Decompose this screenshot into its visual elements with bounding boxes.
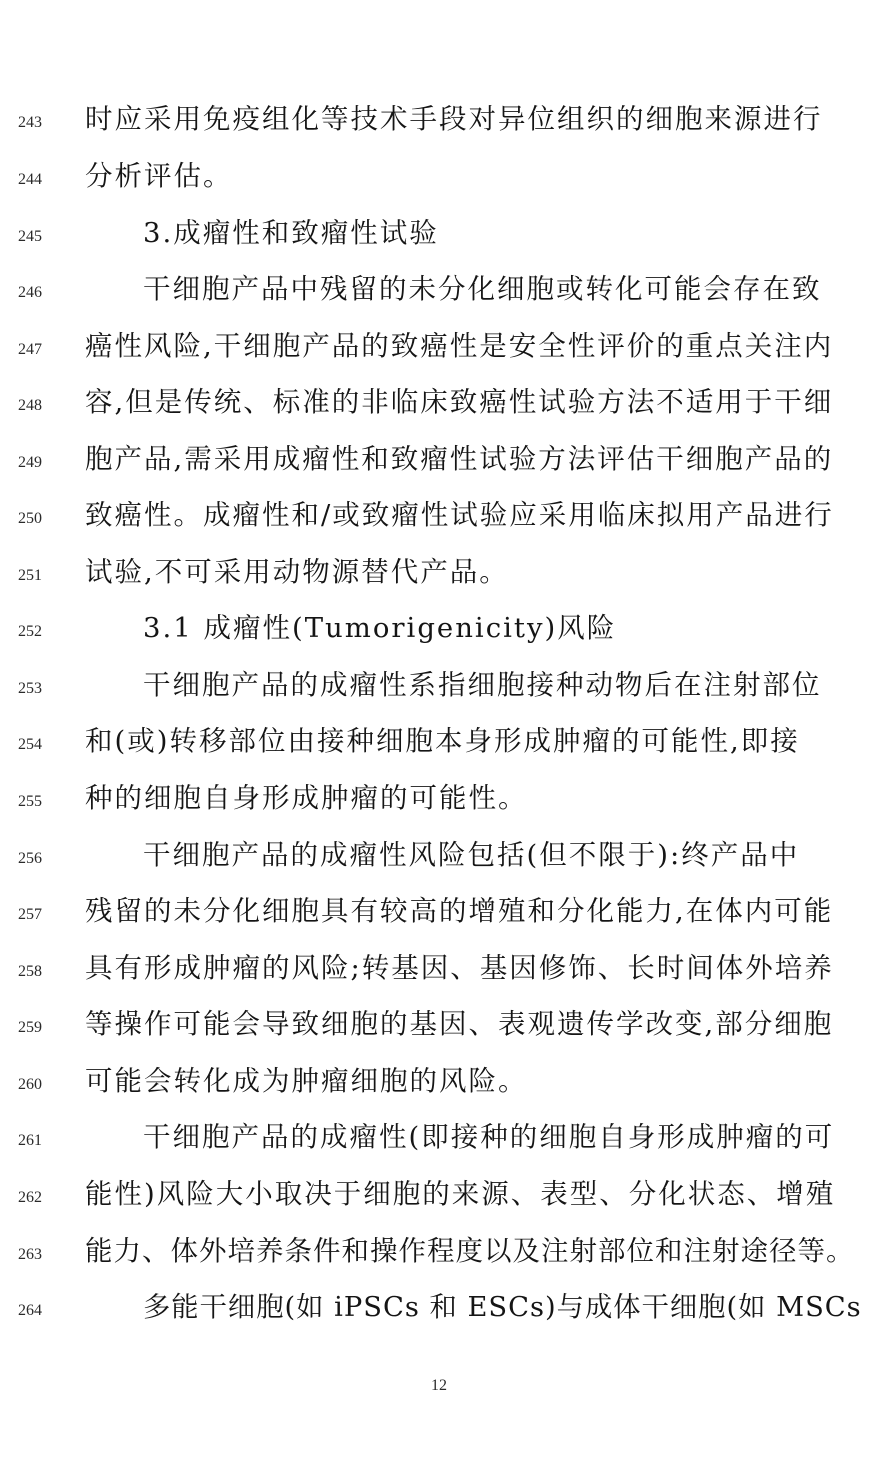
line-text: 残留的未分化细胞具有较高的增殖和分化能力,在体内可能 <box>85 895 834 927</box>
line-number: 245 <box>18 228 42 245</box>
line-text: 干细胞产品的成瘤性系指细胞接种动物后在注射部位 <box>143 669 822 701</box>
line-text: 致癌性。成瘤性和/或致瘤性试验应采用临床拟用产品进行 <box>85 499 834 531</box>
line-text: 容,但是传统、标准的非临床致癌性试验方法不适用于干细 <box>85 386 834 418</box>
section-heading-line <box>0 603 878 659</box>
line-text: 种的细胞自身形成肿瘤的可能性。 <box>85 782 528 814</box>
page-number: 12 <box>431 1377 447 1394</box>
line-text: 具有形成肿瘤的风险;转基因、基因修饰、长时间体外培养 <box>85 952 834 984</box>
line-text: 胞产品,需采用成瘤性和致瘤性试验方法评估干细胞产品的 <box>85 443 834 475</box>
line-number: 255 <box>18 793 42 810</box>
text-line <box>0 151 878 207</box>
line-number: 249 <box>18 454 42 471</box>
line-text: 时应采用免疫组化等技术手段对异位组织的细胞来源进行 <box>85 103 823 135</box>
line-number: 261 <box>18 1132 42 1149</box>
text-line <box>0 490 878 546</box>
text-line <box>0 773 878 829</box>
line-number: 253 <box>18 680 42 697</box>
text-line <box>0 1169 878 1225</box>
line-number: 260 <box>18 1076 42 1093</box>
line-text: 多能干细胞(如 iPSCs 和 ESCs)与成体干细胞(如 MSCs <box>143 1291 862 1323</box>
text-line <box>0 886 878 942</box>
line-number: 256 <box>18 850 42 867</box>
line-number: 264 <box>18 1302 42 1319</box>
text-line <box>0 264 878 320</box>
text-line <box>0 1112 878 1168</box>
text-line <box>0 660 878 716</box>
line-number: 250 <box>18 510 42 527</box>
text-line <box>0 1056 878 1112</box>
line-number: 243 <box>18 114 42 131</box>
line-number: 252 <box>18 623 42 640</box>
line-text: 干细胞产品中残留的未分化细胞或转化可能会存在致 <box>143 273 822 305</box>
line-number: 246 <box>18 284 42 301</box>
text-line <box>0 999 878 1055</box>
line-number: 259 <box>18 1019 42 1036</box>
text-line <box>0 321 878 377</box>
line-text: 和(或)转移部位由接种细胞本身形成肿瘤的可能性,即接 <box>85 725 800 757</box>
line-number: 244 <box>18 171 42 188</box>
line-text: 能力、体外培养条件和操作程度以及注射部位和注射途径等。 <box>85 1235 855 1267</box>
text-line <box>0 716 878 772</box>
text-line <box>0 830 878 886</box>
line-text: 可能会转化成为肿瘤细胞的风险。 <box>85 1065 528 1097</box>
line-text: 分析评估。 <box>85 160 233 192</box>
section-heading: 3.成瘤性和致瘤性试验 <box>143 217 439 249</box>
line-text: 能性)风险大小取决于细胞的来源、表型、分化状态、增殖 <box>85 1178 836 1210</box>
section-heading: 3.1 成瘤性(Tumorigenicity)风险 <box>143 612 617 644</box>
line-number: 254 <box>18 736 42 753</box>
line-number: 248 <box>18 397 42 414</box>
line-number: 257 <box>18 906 42 923</box>
text-line <box>0 94 878 150</box>
line-number: 258 <box>18 963 42 980</box>
line-text: 等操作可能会导致细胞的基因、表观遗传学改变,部分细胞 <box>85 1008 834 1040</box>
line-number: 247 <box>18 341 42 358</box>
text-line <box>0 943 878 999</box>
line-text: 试验,不可采用动物源替代产品。 <box>85 556 509 588</box>
line-text: 癌性风险,干细胞产品的致癌性是安全性评价的重点关注内 <box>85 330 834 362</box>
line-text: 干细胞产品的成瘤性风险包括(但不限于):终产品中 <box>143 839 800 871</box>
text-line <box>0 434 878 490</box>
line-number: 251 <box>18 567 42 584</box>
text-line <box>0 377 878 433</box>
line-number: 262 <box>18 1189 42 1206</box>
text-line <box>0 1226 878 1282</box>
section-heading-line <box>0 208 878 264</box>
line-text: 干细胞产品的成瘤性(即接种的细胞自身形成肿瘤的可 <box>143 1121 835 1153</box>
text-line <box>0 1282 878 1338</box>
text-line <box>0 547 878 603</box>
line-number: 263 <box>18 1246 42 1263</box>
